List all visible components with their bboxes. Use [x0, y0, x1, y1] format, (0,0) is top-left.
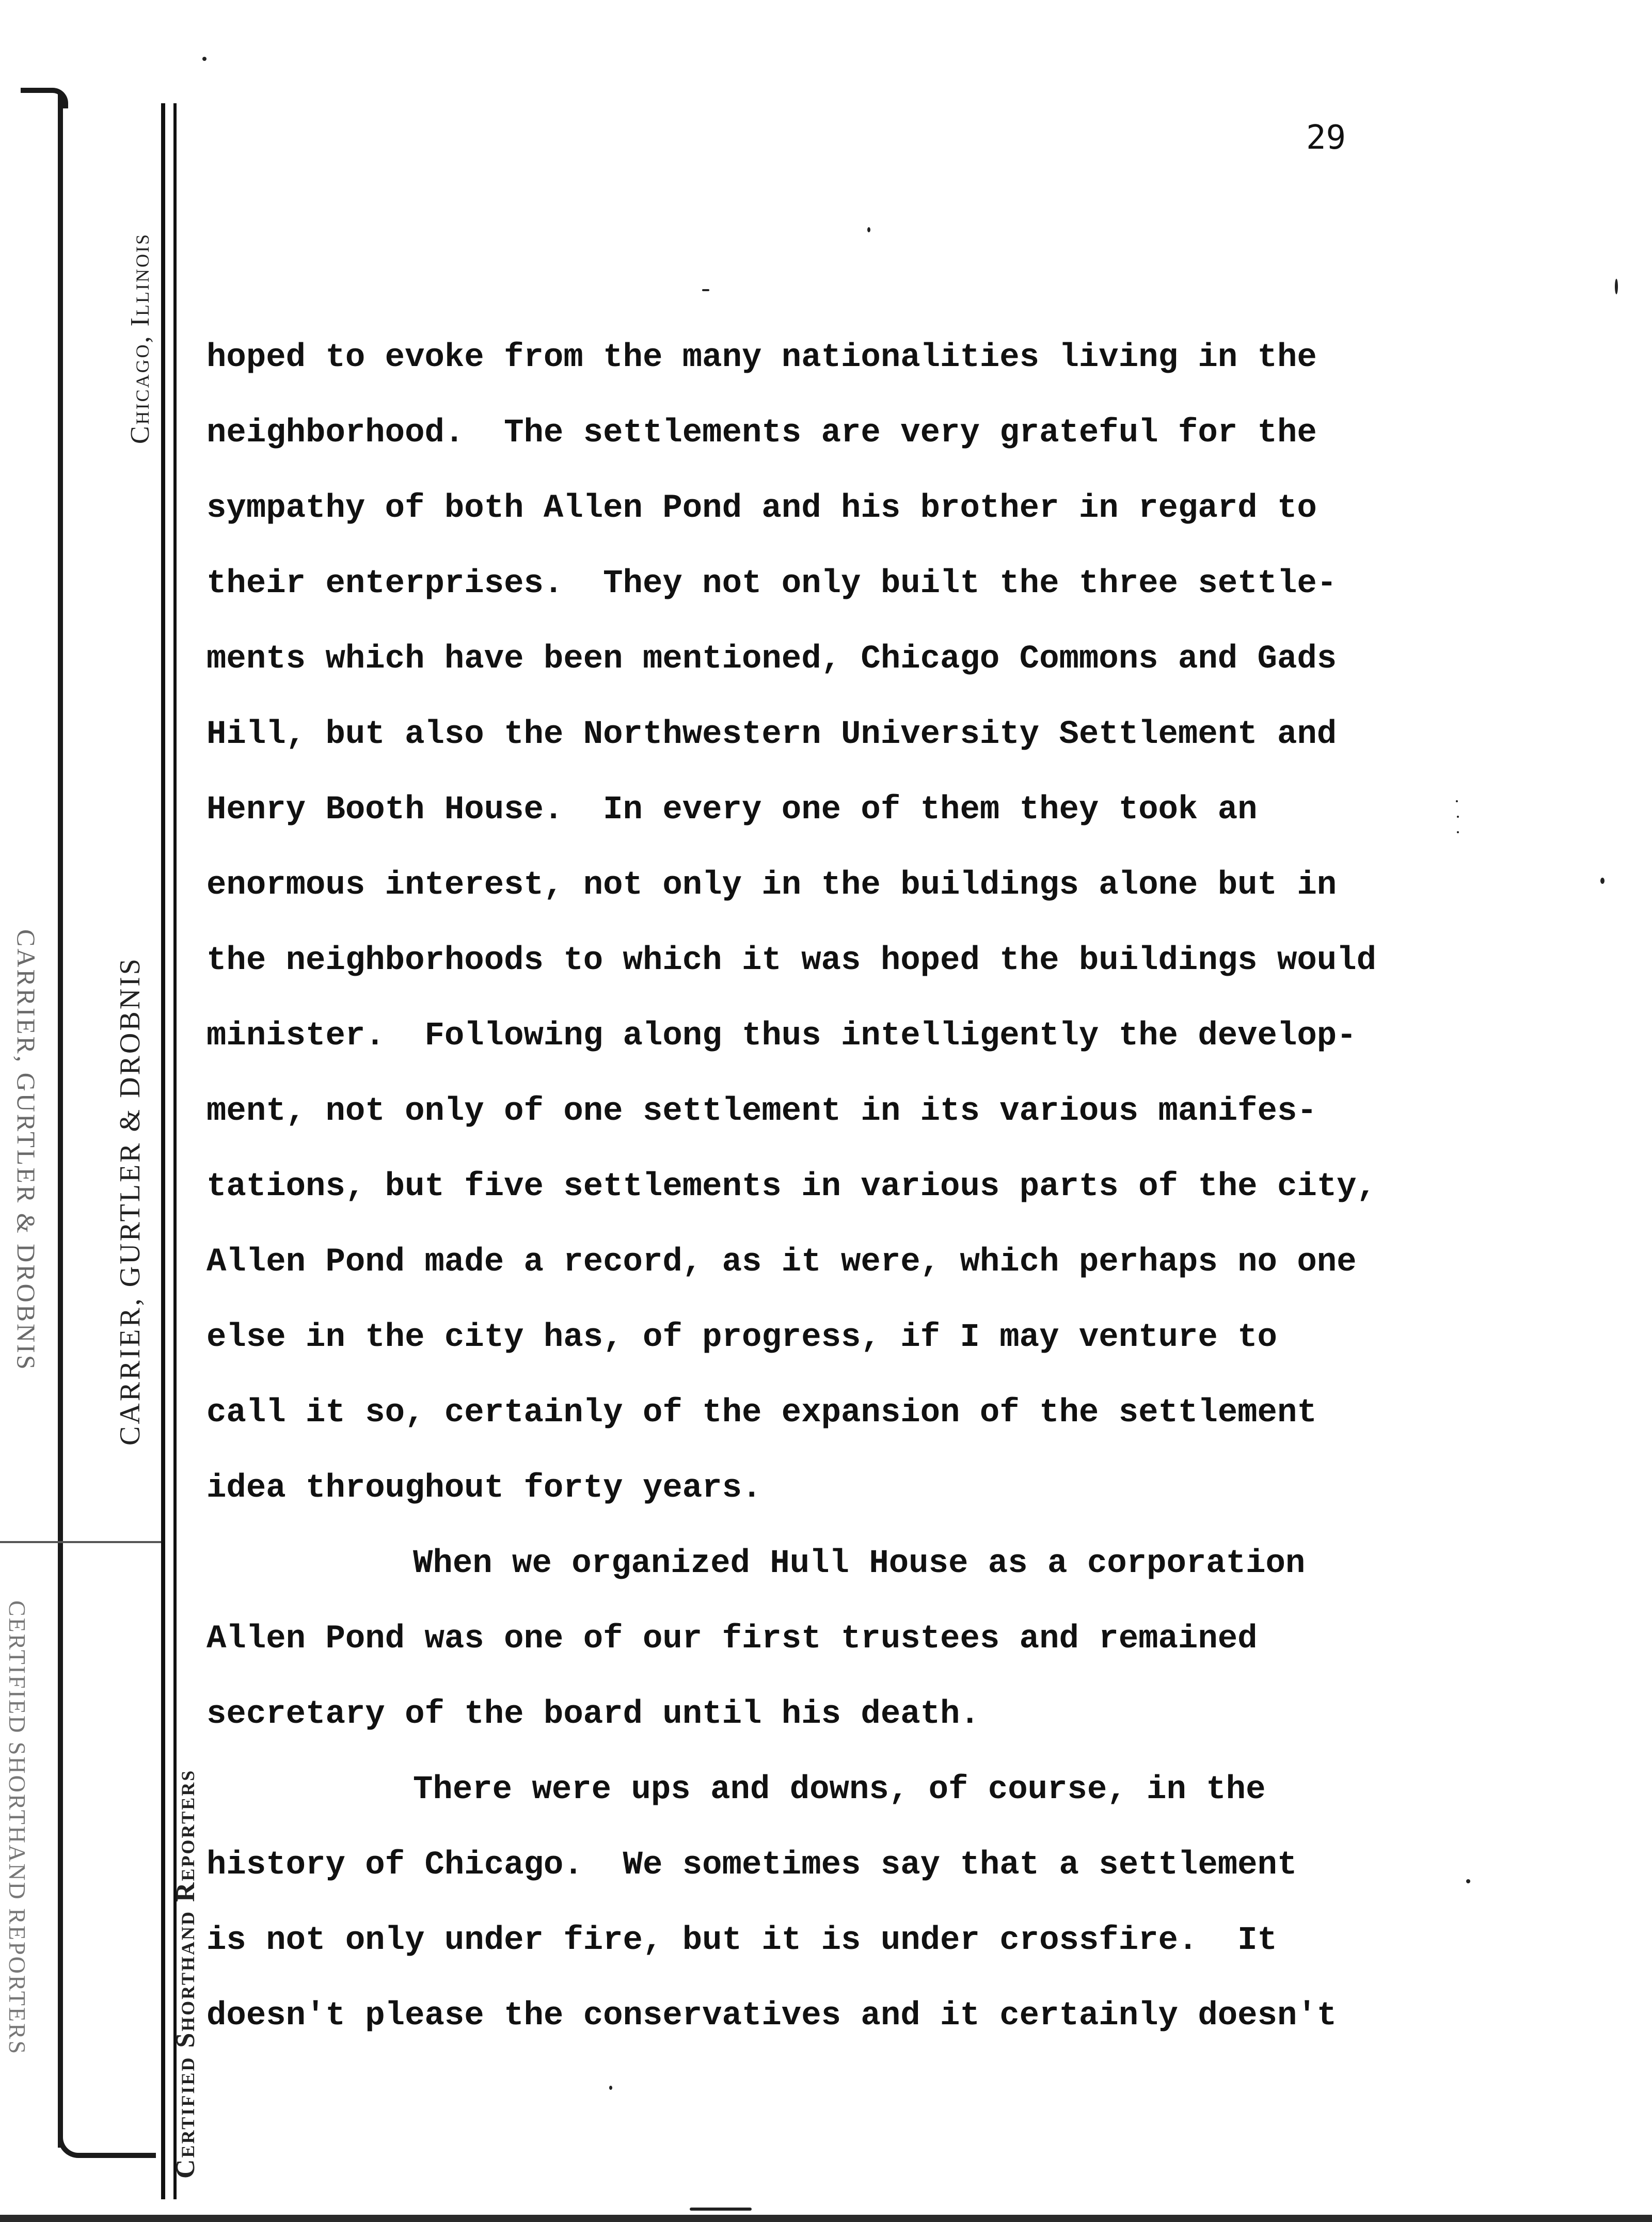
scan-speck	[1600, 878, 1605, 884]
scan-speck	[1466, 1879, 1470, 1883]
text-line: secretary of the board until his death.	[206, 1696, 980, 1733]
scan-bottom-edge	[0, 2215, 1652, 2222]
text-line: Hill, but also the Northwestern University Settlement and	[206, 716, 1337, 753]
scan-speck	[690, 2208, 752, 2211]
text-line: doesn't please the conservatives and it certainly doesn't	[206, 1997, 1337, 2035]
scan-edge-hook-bottom	[58, 2132, 156, 2158]
text-line: ment, not only of one settlement in its various manifes-	[206, 1093, 1317, 1130]
scan-speck	[1457, 816, 1459, 818]
letterhead-city: Chicago, Illinois	[125, 233, 155, 444]
scan-speck	[1615, 279, 1618, 294]
text-line: Allen Pond was one of our first trustees and remained	[206, 1621, 1258, 1658]
text-line: Allen Pond made a record, as it were, which perhaps no one	[206, 1244, 1357, 1281]
margin-rule-outer	[161, 103, 165, 2199]
fold-line	[0, 1541, 161, 1543]
letterhead-firm: CARRIER, GURTLER & DROBNIS	[114, 957, 146, 1446]
page-number: 29	[1306, 119, 1346, 157]
text-line: call it so, certainly of the expansion of the settlement	[206, 1394, 1317, 1432]
text-line: idea throughout forty years.	[206, 1470, 762, 1507]
scan-edge-hook-top	[21, 88, 68, 108]
text-line: tations, but five settlements in various parts of the city,	[206, 1168, 1376, 1205]
text-line: their enterprises. They not only built the three settle-	[206, 565, 1337, 602]
bleedthrough-certified: CERTIFIED SHORTHAND REPORTERS	[4, 1600, 30, 2056]
scan-speck	[202, 57, 206, 61]
scan-speck	[702, 289, 709, 291]
text-line: is not only under fire, but it is under crossfire. It	[206, 1922, 1277, 1959]
scan-speck	[1456, 800, 1458, 802]
letterhead-certified: Certified Shorthand Reporters	[171, 1769, 200, 2179]
text-line: When we organized Hull House as a corporation	[413, 1545, 1306, 1582]
text-line: Henry Booth House. In every one of them they took an	[206, 791, 1258, 829]
text-line: history of Chicago. We sometimes say that a settlement	[206, 1847, 1297, 1884]
text-line: hoped to evoke from the many nationalities living in the	[206, 339, 1317, 376]
text-line: else in the city has, of progress, if I may venture to	[206, 1319, 1277, 1356]
scan-speck	[867, 227, 870, 232]
scan-speck	[1457, 831, 1459, 833]
body-text	[206, 320, 1404, 2054]
text-line: There were ups and downs, of course, in the	[413, 1771, 1266, 1808]
text-line: sympathy of both Allen Pond and his brother in regard to	[206, 490, 1317, 527]
text-line: neighborhood. The settlements are very grateful for the	[206, 415, 1317, 452]
scan-left-edge	[58, 93, 63, 2148]
text-line: minister. Following along thus intelligently the develop-	[206, 1018, 1357, 1055]
scan-speck	[609, 2086, 612, 2090]
bleedthrough-firm: CARRIER, GURTLER & DROBNIS	[12, 929, 41, 1372]
text-line: ments which have been mentioned, Chicago Commons and Gads	[206, 641, 1337, 678]
text-line: enormous interest, not only in the buildings alone but in	[206, 867, 1337, 904]
text-line: the neighborhoods to which it was hoped the buildings would	[206, 942, 1376, 979]
